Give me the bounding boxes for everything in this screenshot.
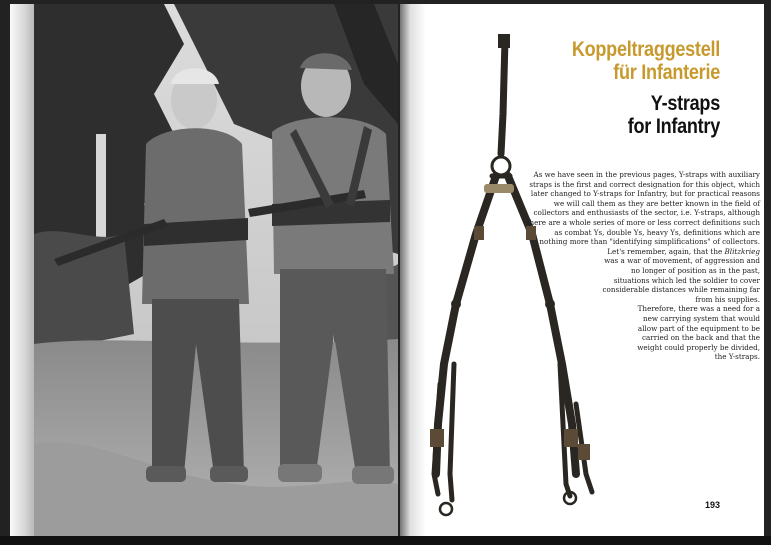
paragraph-1: As we have seen in the previous pages, Y-straps with auxiliary straps is the first and correct designation for this object, which later changed to Y-straps for Infantry, but for practical reasons we will call them as they are better known in the field of collectors and enthusiasts of the sector, i.e. Y-straps, although there are a whole series of more or less correct definitions such as combat Ys, double Ys, heavy Ys, definitions which are nothing more than "identifying simplifications" of collectors. xyxy=(526,170,760,247)
paragraph-2 xyxy=(526,247,760,305)
title-german xyxy=(514,38,720,84)
left-page xyxy=(10,4,398,536)
soldiers-photograph xyxy=(34,4,398,536)
title-german-line2: für Infanterie xyxy=(613,61,720,84)
bottom-edge xyxy=(0,536,771,545)
title-english-line1: Y-straps xyxy=(650,92,720,115)
right-page xyxy=(400,4,764,536)
page-edge-stack xyxy=(10,4,34,536)
paragraph-2-post: was a war of movement, of aggression and no longer of position as in the past, situations which led the soldier to cover considerable distances while remaining far from his supplies. xyxy=(602,256,760,304)
title-english xyxy=(514,92,720,138)
article-body xyxy=(526,170,760,362)
title-english-line2: for Infantry xyxy=(627,115,720,138)
paragraph-2-italic: Blitzkrieg xyxy=(724,246,760,256)
page-number: 193 xyxy=(704,500,720,510)
paragraph-2-pre: Let's remember, again, that the xyxy=(607,246,725,256)
title-german-line1: Koppeltraggestell xyxy=(571,38,720,61)
paragraph-3: Therefore, there was a need for a new carrying system that would allow part of the equipment to be carried on the back and that the weight could properly be divided, the Y-straps. xyxy=(637,304,760,362)
